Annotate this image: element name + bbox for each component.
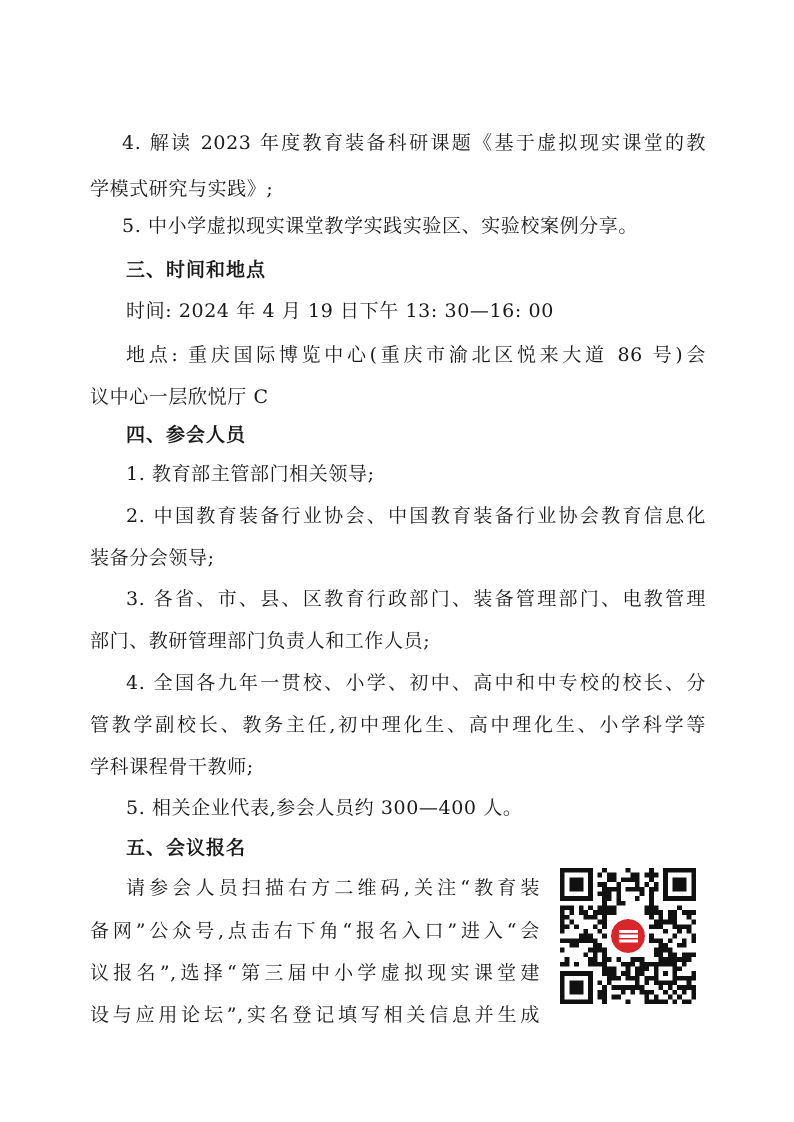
registration-text-4: 设与应用论坛”,实名登记填写相关信息并生成 — [90, 1004, 540, 1026]
attendee-item-4: 4. 全国各九年一贯校、小学、初中、高中和中专校的校长、分 — [126, 672, 706, 694]
attendee-item-3-cont: 部门、教研管理部门负责人和工作人员; — [90, 630, 431, 652]
qr-center-logo — [609, 917, 647, 955]
section-heading-time-place: 三、时间和地点 — [126, 259, 267, 281]
agenda-item-4: 4. 解读 2023 年度教育装备科研课题《基于虚拟现实课堂的教 — [122, 132, 706, 154]
attendee-item-5: 5. 相关企业代表,参会人员约 300—400 人。 — [126, 797, 523, 819]
meeting-place: 地点: 重庆国际博览中心(重庆市渝北区悦来大道 86 号)会 — [126, 344, 706, 366]
qr-code-icon[interactable] — [560, 868, 696, 1004]
attendee-item-2: 2. 中国教育装备行业协会、中国教育装备行业协会教育信息化 — [126, 505, 706, 527]
attendee-item-3: 3. 各省、市、县、区教育行政部门、装备管理部门、电教管理 — [126, 588, 706, 610]
section-heading-registration: 五、会议报名 — [126, 837, 247, 859]
meeting-time: 时间: 2024 年 4 月 19 日下午 13: 30—16: 00 — [126, 300, 554, 322]
meeting-place-cont: 议中心一层欣悦厅 C — [90, 386, 269, 408]
attendee-item-2-cont: 装备分会领导; — [90, 547, 215, 569]
attendee-item-4-cont2: 学科课程骨干教师; — [90, 756, 254, 778]
attendee-item-4-cont: 管教学副校长、教务主任,初中理化生、高中理化生、小学科学等 — [90, 714, 706, 736]
registration-text-2: 备网”公众号,点击右下角“报名入口”进入“会 — [90, 920, 540, 942]
attendee-item-1: 1. 教育部主管部门相关领导; — [126, 463, 375, 485]
agenda-item-5: 5. 中小学虚拟现实课堂教学实践实验区、实验校案例分享。 — [122, 215, 638, 237]
registration-text-3: 议报名”,选择“第三届中小学虚拟现实课堂建 — [90, 962, 540, 984]
registration-text-1: 请参会人员扫描右方二维码,关注“教育装 — [126, 877, 540, 899]
agenda-item-4-cont: 学模式研究与实践》; — [90, 178, 274, 200]
section-heading-attendees: 四、参会人员 — [126, 424, 247, 446]
